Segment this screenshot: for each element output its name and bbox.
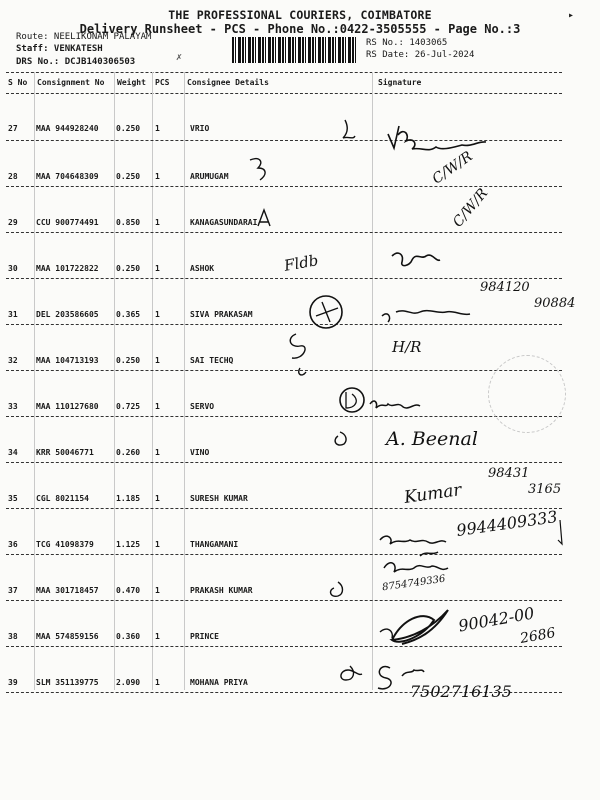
- sig-row31-phone2: 90884: [534, 296, 576, 311]
- row-sno: 33: [8, 402, 18, 411]
- row-weight: 0.260: [116, 448, 141, 457]
- row-consignee: SURESH KUMAR: [190, 494, 248, 503]
- row-consignee: KANAGASUNDARAI: [190, 218, 258, 227]
- row-pcs: 1: [155, 218, 160, 227]
- sig-row29-note: C/W/R: [449, 185, 492, 231]
- row-pcs: 1: [155, 632, 160, 641]
- pen-x-mark-icon: ✗: [176, 52, 183, 63]
- row-consignee: VINO: [190, 448, 210, 457]
- row-sno: 38: [8, 632, 18, 641]
- sig-row35-phone2: 3165: [528, 482, 562, 497]
- col-header-consignee: Consignee Details: [187, 78, 269, 87]
- row-pcs: 1: [155, 264, 160, 273]
- col-header-weight: Weight: [117, 78, 146, 87]
- row-weight: 0.725: [116, 402, 141, 411]
- row-consignment: MAA 110127680: [36, 402, 99, 411]
- route-label: Route: NEELIKONAM PALAYAM: [16, 32, 152, 42]
- col-header-signature: Signature: [378, 78, 422, 87]
- rs-number: RS No.: 1403065: [366, 38, 448, 48]
- row-consignment: SLM 351139775: [36, 678, 99, 687]
- rs-date: RS Date: 26-Jul-2024: [366, 50, 475, 60]
- row-weight: 0.250: [116, 264, 141, 273]
- sig-row35-name: Kumar: [402, 480, 463, 508]
- row-consignment: TCG 41098379: [36, 540, 94, 549]
- row-pcs: 1: [155, 402, 160, 411]
- row-consignee: VRIO: [190, 124, 210, 133]
- row-sno: 35: [8, 494, 18, 503]
- row-consignee: PRINCE: [190, 632, 219, 641]
- row-weight: 0.365: [116, 310, 141, 319]
- row-pcs: 1: [155, 494, 160, 503]
- sig-row34-name: A. Beenal: [386, 428, 478, 450]
- row-pcs: 1: [155, 540, 160, 549]
- row-consignee: MOHANA PRIYA: [190, 678, 248, 687]
- row-sno: 28: [8, 172, 18, 181]
- row-pcs: 1: [155, 448, 160, 457]
- sig-row38-phone: 90042-00: [456, 603, 536, 636]
- row-consignment: CCU 900774491: [36, 218, 99, 227]
- runsheet-subtitle: Delivery Runsheet - PCS - Phone No.:0422-3505555 - Page No.:3: [79, 22, 521, 36]
- drs-number: DRS No.: DCJB140306503: [16, 57, 136, 67]
- row-consignee: ASHOK: [190, 264, 215, 273]
- sig-row35-phone: 98431: [488, 466, 530, 481]
- row-weight: 0.250: [116, 356, 141, 365]
- col-header-sno: S No: [8, 78, 28, 87]
- row-consignee: SERVO: [190, 402, 215, 411]
- row-consignment: MAA 101722822: [36, 264, 99, 273]
- row-consignment: MAA 944928240: [36, 124, 99, 133]
- runsheet-title: THE PROFESSIONAL COURIERS, COIMBATORE: [168, 8, 432, 22]
- row-consignee: SAI TECHQ: [190, 356, 234, 365]
- sig-row28-note: C/W/R: [429, 148, 476, 188]
- row-weight: 0.470: [116, 586, 141, 595]
- row-consignee: THANGAMANI: [190, 540, 239, 549]
- row-consignment: MAA 301718457: [36, 586, 99, 595]
- row-pcs: 1: [155, 586, 160, 595]
- row-weight: 0.250: [116, 124, 141, 133]
- row-sno: 27: [8, 124, 18, 133]
- row-consignee: SIVA PRAKASAM: [190, 310, 253, 319]
- row-weight: 1.125: [116, 540, 141, 549]
- row-pcs: 1: [155, 310, 160, 319]
- row-pcs: 1: [155, 124, 160, 133]
- sig-row37-phone: 8754749336: [381, 573, 447, 594]
- col-header-consignment: Consignment No: [37, 78, 105, 87]
- row-consignment: DEL 203586605: [36, 310, 99, 319]
- row-sno: 31: [8, 310, 18, 319]
- staff-label: Staff: VENKATESH: [16, 44, 103, 54]
- row-weight: 0.360: [116, 632, 141, 641]
- row-sno: 37: [8, 586, 18, 595]
- row-sno: 30: [8, 264, 18, 273]
- row-consignment: MAA 104713193: [36, 356, 99, 365]
- row-consignment: KRR 50046771: [36, 448, 94, 457]
- row-weight: 2.090: [116, 678, 141, 687]
- row-pcs: 1: [155, 356, 160, 365]
- row-pcs: 1: [155, 678, 160, 687]
- col-header-pcs: PCS: [155, 78, 170, 87]
- row-sno: 29: [8, 218, 18, 227]
- sig-row31-phone: 984120: [480, 280, 530, 295]
- row-sno: 39: [8, 678, 18, 687]
- row-pcs: 1: [155, 172, 160, 181]
- row-consignment: MAA 574859156: [36, 632, 99, 641]
- sig-row39-phone: 7502716135: [410, 682, 512, 701]
- sig-row36-phone: 9944409333: [455, 507, 559, 540]
- row-consignee: ARUMUGAM: [190, 172, 229, 181]
- row-sno: 36: [8, 540, 18, 549]
- row-weight: 0.850: [116, 218, 141, 227]
- row-sno: 34: [8, 448, 18, 457]
- row-sno: 32: [8, 356, 18, 365]
- sig-row38-phone2: 2686: [518, 625, 557, 647]
- sig-row32-note: H/R: [392, 338, 422, 356]
- row-weight: 1.185: [116, 494, 141, 503]
- row-weight: 0.250: [116, 172, 141, 181]
- sig-row30-name: Fldb: [282, 251, 320, 275]
- corner-mark-icon: ▸: [568, 10, 575, 21]
- row-consignment: MAA 704648309: [36, 172, 99, 181]
- row-consignee: PRAKASH KUMAR: [190, 586, 253, 595]
- row-consignment: CGL 8021154: [36, 494, 89, 503]
